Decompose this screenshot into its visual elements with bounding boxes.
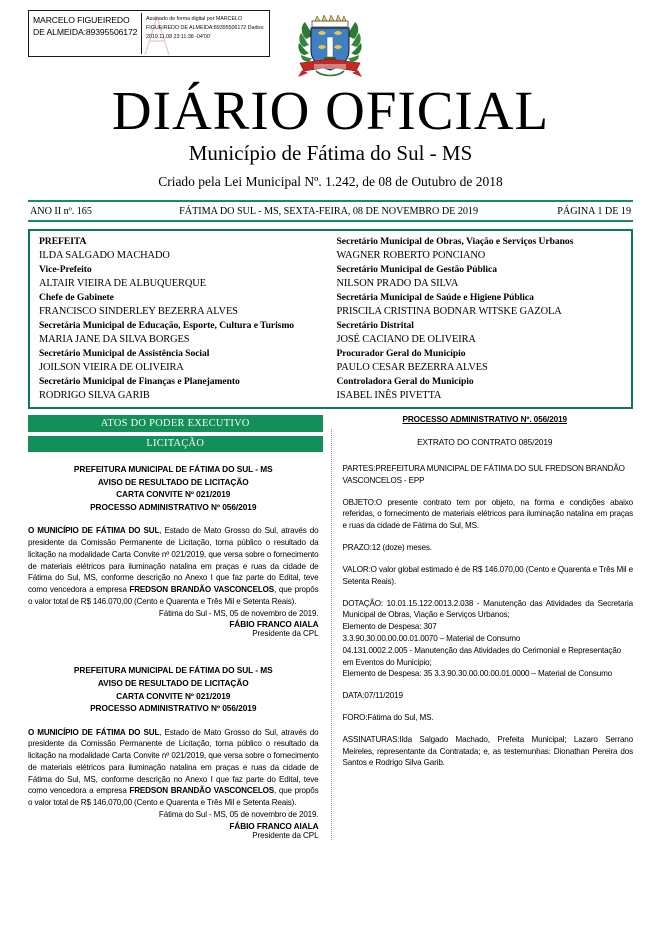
article-1-place-date: Fátima do Sul - MS, 05 de novembro de 2019. [158,608,319,618]
info-ano: ANO II nº. 165 [30,206,92,218]
page-title: DIÁRIO OFICIAL [111,80,550,141]
official-name: FRANCISCO SINDERLEY BEZERRA ALVES [39,305,238,317]
official-name: JOSÉ CACIANO DE OLIVEIRA [336,333,476,345]
info-place-date: FÁTIMA DO SUL - MS, SEXTA-FEIRA, 08 DE NOVEMBRO DE 2019 [179,206,478,218]
coat-of-arms-icon [296,13,364,83]
official-name: ISABEL INÊS PIVETTA [336,389,442,401]
banners-left [28,415,331,456]
article-2-signer-role: Presidente da CPL [252,830,319,840]
article-1-body-part-1: , Estado de Mato Grosso do Sul, através do presidente da Comissão Permanente de Licitação, torna público o resultado da licitação na modalidade Carta Convite nº 021/2019, que versa sobre o fornecimento de materiais elétricos para iluminação natalina em praças e ruas da cidade de Fátima do Sul, MS, conforme descrição no Anexo I que faz parte do Edital, teve como vencedora a empresa [28,526,319,595]
masthead-subtitle: Município de Fátima do Sul - MS [188,140,473,165]
banner-licitacao: LICITAÇÃO [28,436,323,453]
article-2-heading-line-2: AVISO DE RESULTADO DE LICITAÇÃO [97,677,249,688]
article-1-heading-line-2: AVISO DE RESULTADO DE LICITAÇÃO [97,476,249,487]
official-name: PRISCILA CRISTINA BODNAR WITSKE GAZOLA [336,305,562,317]
banners-right [331,415,634,456]
column-right [331,463,634,840]
official-role: Secretário Municipal de Gestão Pública [336,264,497,276]
officials-box [28,229,633,409]
official-name: MARIA JANE DA SILVA BORGES [39,333,190,345]
article-2-place-date: Fátima do Sul - MS, 05 de novembro de 2019. [158,809,319,819]
official-role: PREFEITA [39,236,87,248]
article-2-signer-name: FÁBIO FRANCO AIALA [229,820,319,831]
official-role: Secretário Distrital [336,320,414,332]
column-divider [331,429,332,840]
article-2-winner: FREDSON BRANDÃO VASCONCELOS [129,786,275,796]
official-role: Secretário Municipal de Obras, Viação e Serviços Urbanos [336,236,574,248]
official-role: Chefe de Gabinete [39,292,114,304]
info-bar [28,202,633,222]
article-2-body-part-1: , Estado de Mato Grosso do Sul, através do presidente da Comissão Permanente de Licitação, torna público o resultado da licitação na modalidade Carta Convite nº 021/2019, que versa sobre o fornecimento de materiais elétricos para iluminação natalina em praças e ruas da cidade de Fátima do Sul, MS, conforme descrição no Anexo I que faz parte do Edital, teve como vencedora a empresa [28,727,319,796]
article-1-winner: FREDSON BRANDÃO VASCONCELOS [129,585,275,595]
article-1-heading [28,463,319,513]
official-role: Secretário Municipal de Assistência Social [39,348,210,360]
article-1-lead: O MUNICÍPIO DE FÁTIMA DO SUL [28,526,160,536]
body-columns [28,463,633,840]
article-1-signer-role: Presidente da CPL [252,629,319,639]
official-role: Secretário Municipal de Finanças e Planejamento [39,376,240,388]
contract-elemento-1-code: 3.3.90.30.00.00.00.01.0070 – Material de Consumo [342,633,521,643]
contract-data: DATA:07/11/2019 [342,691,403,701]
contract-elemento-2: Elemento de Despesa: 35 3.3.90.30.00.00.00.01.0000 – Material de Consumo [342,669,613,679]
article-1-signer-name: FÁBIO FRANCO AIALA [229,619,319,630]
banner-executive-acts: ATOS DO PODER EXECUTIVO [28,415,323,432]
official-name: ALTAIR VIEIRA DE ALBUQUERQUE [39,277,206,289]
article-spacer [28,638,319,664]
official-role: Controladora Geral do Município [336,376,474,388]
signature-details: Assinado de forma digital por MARCELO FIGUEIREDO DE ALMEIDA:89395506172 Dados: 2019.11.08 23:11:38 -04'00' [146,16,265,40]
article-2-lead: O MUNICÍPIO DE FÁTIMA DO SUL [28,727,160,737]
article-2-heading [28,664,319,714]
article-2-heading-line-3: CARTA CONVITE Nº 021/2019 [116,690,231,701]
official-role: Secretária Municipal de Educação, Esporte, Cultura e Turismo [39,320,295,332]
official-name: JOILSON VIEIRA DE OLIVEIRA [39,361,184,373]
contract-valor: VALOR:O valor global estimado é de R$ 146.070,00 (Cento e Quarenta e Três Mil e Setenta Reais). [342,564,633,586]
officials-column-left [30,235,331,403]
signature-name: MARCELO FIGUEIREDO DE ALMEIDA:89395506172 [33,15,138,38]
article-1-heading-line-1: PREFEITURA MUNICIPAL DE FÁTIMA DO SUL - MS [73,464,273,474]
official-name: NILSON PRADO DA SILVA [336,277,459,289]
contract-dotacao: DOTAÇÃO: 10.01.15.122.0013.2.038 - Manutenção das Atividades da Secretaria Municipal de Obras, Viação e Serviços Urbanos; [342,598,633,620]
digital-signature-stamp [28,10,270,57]
article-1-body-part-2: , que propôs o valor total de R$ 146.070,00 (Cento e Quarenta e Três Mil e Setenta Reais). [28,585,319,606]
processo-header: PROCESSO ADMINISTRATIVO Nº. 056/2019 [402,415,568,424]
official-role: Procurador Geral do Município [336,348,466,360]
article-1-heading-line-3: CARTA CONVITE Nº 021/2019 [116,489,231,500]
official-role: Secretária Municipal de Saúde e Higiene Pública [336,292,534,304]
article-1-body [28,525,319,607]
extrato-header: EXTRATO DO CONTRATO 085/2019 [417,437,553,447]
contract-partes: PARTES:PREFEITURA MUNICIPAL DE FÁTIMA DO SUL FREDSON BRANDÃO VASCONCELOS - EPP [342,464,625,485]
officials-column-right [331,235,632,403]
official-role: Vice-Prefeito [39,264,92,276]
official-name: PAULO CESAR BEZERRA ALVES [336,361,488,373]
masthead-law: Criado pela Lei Municipal Nº. 1.242, de 08 de Outubro de 2018 [158,174,503,190]
contract-objeto: OBJETO:O presente contrato tem por objeto, na forma e condições abaixo referidas, o fornecimento de materiais elétricos para iluminação natalina em praças e ruas da cidade de Fátima do Sul, MS. [342,497,633,531]
contract-foro: FORO:Fátima do Sul, MS. [342,713,434,722]
contract-prazo: PRAZO:12 (doze) meses. [342,543,432,553]
article-2-body [28,727,319,809]
column-left [28,463,331,840]
article-2 [28,664,319,839]
article-2-heading-line-1: PREFEITURA MUNICIPAL DE FÁTIMA DO SUL - MS [73,665,273,676]
article-2-body-part-2: , que propôs o valor total de R$ 146.070,00 (Cento e Quarenta e Três Mil e Setenta Reais). [28,786,319,808]
article-1-heading-line-4: PROCESSO ADMINISTRATIVO Nº 056/2019 [90,501,257,512]
contract-assinaturas: ASSINATURAS:Ilda Salgado Machado, Prefeita Municipal; Lazaro Serrano Meireles, representante da Contratada; e, as testemunhas: Dionathan Pereira dos Santos e Rodrigo Silva Garib. [342,734,633,768]
official-name: RODRIGO SILVA GARIB [39,389,150,401]
article-1 [28,463,319,638]
contract-elemento-1: Elemento de Despesa: 307 [342,622,437,632]
official-name: ILDA SALGADO MACHADO [39,249,170,261]
contract-elemento-2-code: 04.131.0002.2.005 - Manutenção das Atividades do Cerimonial e Representação em Eventos do Municipio; [342,645,622,667]
info-page-number: PÁGINA 1 DE 19 [557,206,631,218]
article-2-heading-line-4: PROCESSO ADMINISTRATIVO Nº 056/2019 [90,703,257,714]
official-name: WAGNER ROBERTO PONCIANO [336,249,486,261]
